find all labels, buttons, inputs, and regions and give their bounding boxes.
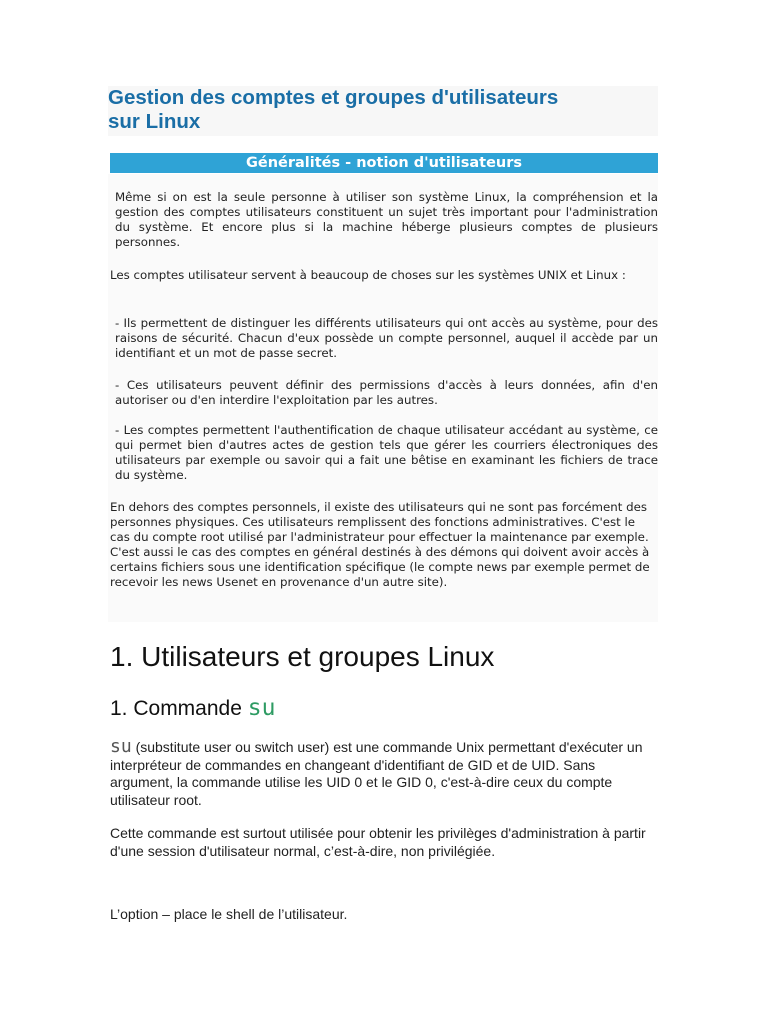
su-description-paragraph (110, 738, 650, 809)
intro-bullet-1: - Ils permettent de distinguer les différents utilisateurs qui ont accès au système, pour des raisons de sécurité. Chacun d'eux possède un compte personnel, auquel il accède par un identifiant et un mot de passe secret. (115, 316, 658, 360)
title-line-1: Gestion des comptes et groupes d'utilisateurs (108, 86, 559, 109)
intro-paragraph-2: Les comptes utilisateur servent à beaucoup de choses sur les systèmes UNIX et Linux : (110, 268, 626, 282)
title-box (108, 86, 658, 136)
subsection-heading (110, 693, 275, 724)
intro-paragraph-1: Même si on est la seule personne à utiliser son système Linux, la compréhension et la gestion des comptes utilisateurs constituent un sujet très important pour l'administration du système. Et encore plus si la machine héberge plusieurs comptes de plusieurs personnes. (115, 190, 658, 249)
su-usage-paragraph: Cette commande est surtout utilisée pour obtenir les privilèges d'administration à partir d'une session d'utilisateur normal, c’est-à-dire, non privilégiée. (110, 825, 646, 859)
intro-paragraph-3: En dehors des comptes personnels, il existe des utilisateurs qui ne sont pas forcément des personnes physiques. Ces utilisateurs remplissent des fonctions administratives. C'est le cas du compte root utilisé par l'administrateur pour effectuer la maintenance par exemple. C'est aussi le cas des comptes en général destinés à des démons qui doivent avoir accès à certains fichiers sous une identification spécifique (le compte news par exemple permet de recevoir les news Usenet en provenance d'un autre site). (110, 500, 650, 589)
subsection-prefix: 1. Commande (110, 697, 248, 720)
subsection-code: su (247, 695, 276, 721)
section-banner: Généralités - notion d'utilisateurs (110, 153, 658, 173)
document-title (108, 86, 658, 134)
intro-bullet-3: - Les comptes permettent l'authentification de chaque utilisateur accédant au système, ce qui permet bien d'autres actes de gestion tels que gérer les courriers électroniques des utilisateurs par exemple ou savoir qui a fait une bêtise en examinant les fichiers de trace du système. (115, 423, 658, 482)
title-line-2: sur Linux (108, 110, 201, 133)
intro-bullet-2: - Ces utilisateurs peuvent définir des permissions d'accès à leurs données, afin d'en autoriser ou d'en interdire l'exploitation par les autres. (115, 378, 658, 407)
su-option-paragraph: L’option – place le shell de l’utilisateur. (110, 906, 348, 922)
su-inline-code: su (110, 736, 132, 757)
section-heading: 1. Utilisateurs et groupes Linux (110, 641, 495, 672)
su-description-text: (substitute user ou switch user) est une commande Unix permettant d'exécuter un interpréteur de commandes en changeant d'identifiant de GID et de UID. Sans argument, la commande utilise les UID 0 et le GID 0, c'est-à-dire ceux du compte utilisateur root. (110, 739, 643, 808)
